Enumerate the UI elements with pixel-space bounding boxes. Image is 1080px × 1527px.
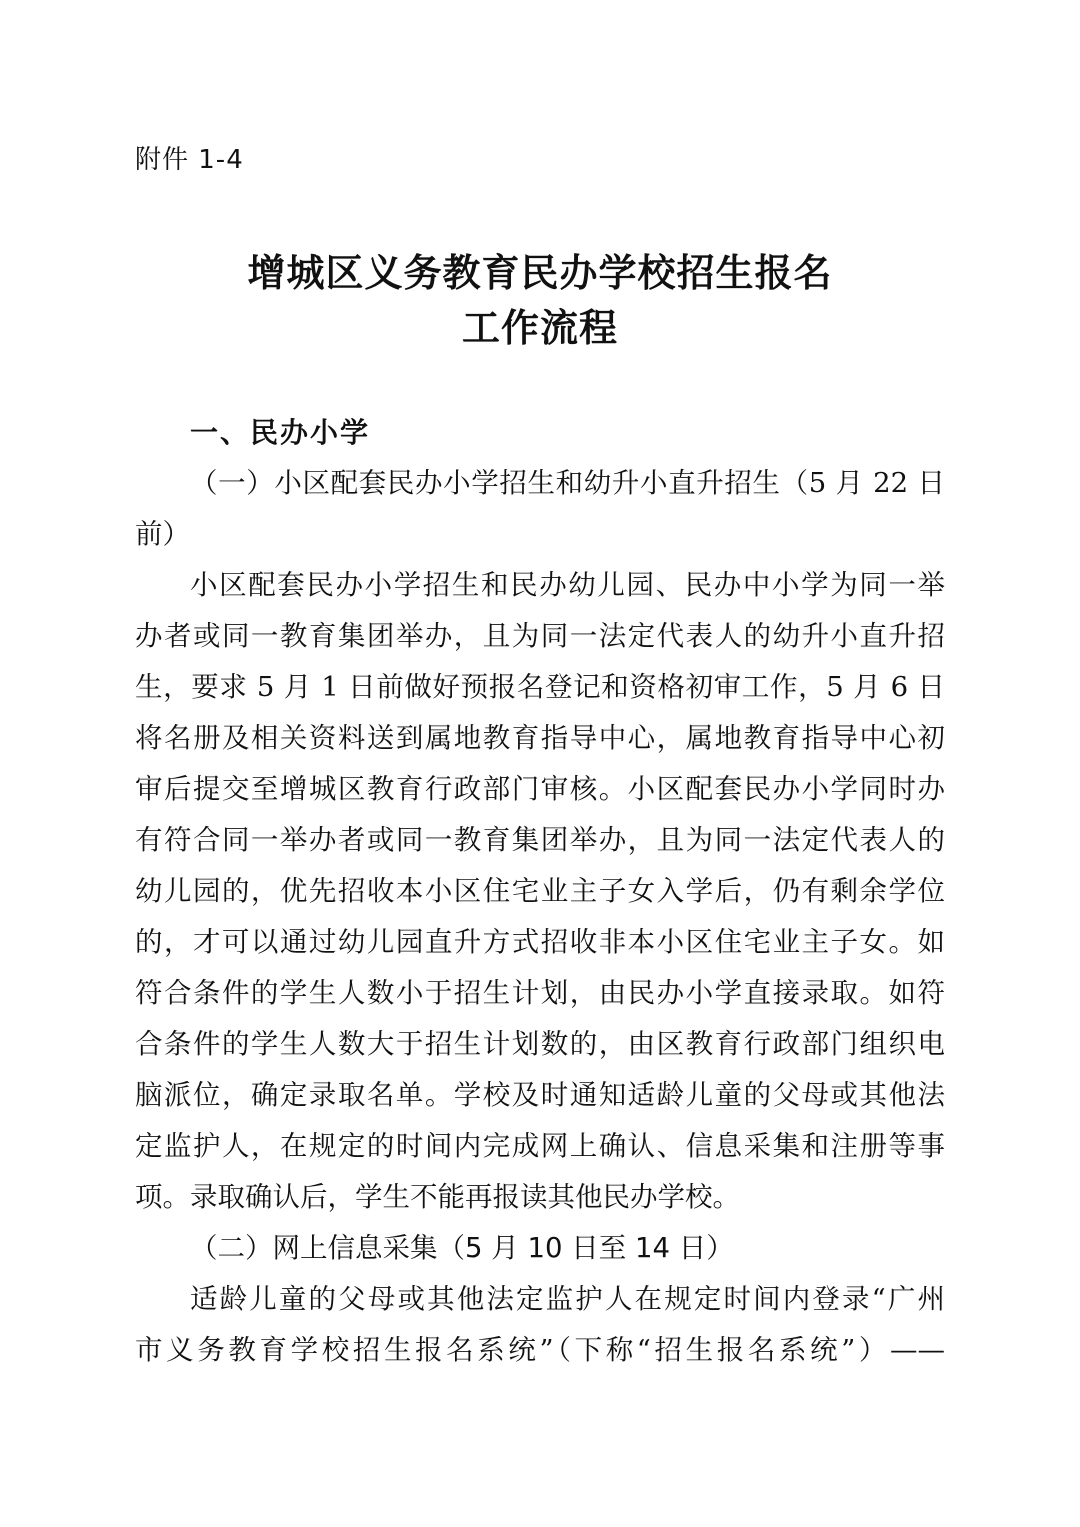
paragraph-1-line-8: 的，才可以通过幼儿园直升方式招收非本小区住宅业主子女。如 — [135, 926, 945, 958]
subsection-2-heading: （二）网上信息采集（5 月 10 日至 14 日） — [190, 1232, 734, 1264]
paragraph-1-line-7: 幼儿园的，优先招收本小区住宅业主子女入学后，仍有剩余学位 — [135, 875, 945, 907]
document-title-line-2: 工作流程 — [461, 305, 618, 350]
paragraph-1-line-11: 脑派位，确定录取名单。学校及时通知适龄儿童的父母或其他法 — [135, 1079, 945, 1111]
paragraph-1-line-9: 符合条件的学生人数小于招生计划，由民办小学直接录取。如符 — [135, 977, 945, 1009]
paragraph-1-line-6: 有符合同一举办者或同一教育集团举办，且为同一法定代表人的 — [135, 824, 945, 856]
paragraph-2-line-2: 市义务教育学校招生报名系统”（下称“招生报名系统”）—— — [135, 1334, 945, 1366]
subsection-1-heading-line-2: 前） — [135, 518, 190, 550]
subsection-1-heading-line-1: （一）小区配套民办小学招生和幼升小直升招生（5 月 22 日 — [190, 467, 945, 499]
attachment-label: 附件 1-4 — [135, 145, 244, 175]
paragraph-1-line-1: 小区配套民办小学招生和民办幼儿园、民办中小学为同一举 — [190, 569, 945, 601]
paragraph-1-line-4: 将名册及相关资料送到属地教育指导中心，属地教育指导中心初 — [135, 722, 945, 754]
paragraph-1-line-5: 审后提交至增城区教育行政部门审核。小区配套民办小学同时办 — [135, 773, 945, 805]
paragraph-1-line-2: 办者或同一教育集团举办，且为同一法定代表人的幼升小直升招 — [135, 620, 945, 652]
paragraph-1-line-10: 合条件的学生人数大于招生计划数的，由区教育行政部门组织电 — [135, 1028, 945, 1060]
paragraph-1-line-13: 项。录取确认后，学生不能再报读其他民办学校。 — [135, 1181, 740, 1213]
section-heading-primary-school: 一、民办小学 — [190, 416, 371, 449]
paragraph-2-line-1: 适龄儿童的父母或其他法定监护人在规定时间内登录“广州 — [190, 1283, 945, 1315]
paragraph-1-line-3: 生，要求 5 月 1 日前做好预报名登记和资格初审工作，5 月 6 日 — [135, 671, 945, 703]
paragraph-1-line-12: 定监护人，在规定的时间内完成网上确认、信息采集和注册等事 — [135, 1130, 945, 1162]
document-title-line-1: 增城区义务教育民办学校招生报名 — [247, 250, 833, 295]
